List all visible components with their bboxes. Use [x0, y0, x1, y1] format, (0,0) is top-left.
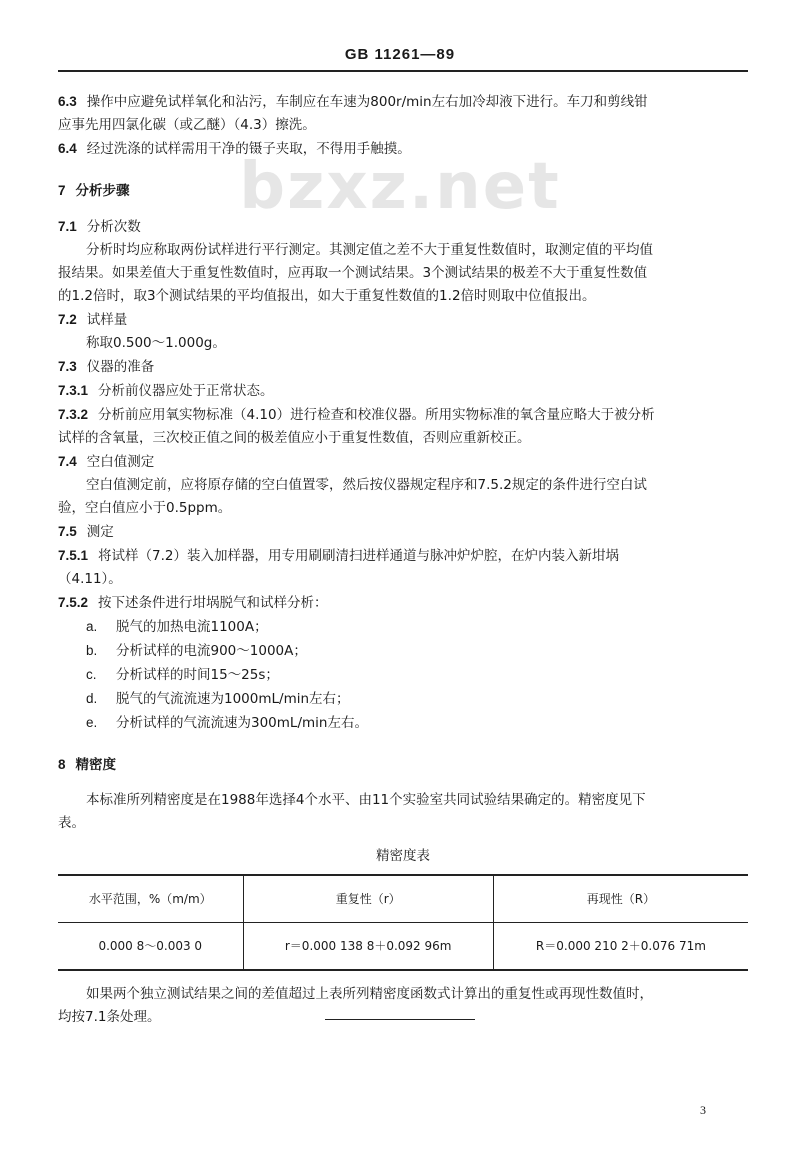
list-item: [58, 663, 748, 687]
list-item-label: c.: [86, 667, 97, 682]
clause-text: 分析前仪器应处于正常状态。: [98, 383, 274, 399]
clause-number: 7.1: [58, 219, 77, 234]
section-8-heading: [58, 753, 748, 777]
clause-6-4: [58, 137, 748, 161]
clause-title: 空白值测定: [86, 454, 155, 470]
section-title: 精密度: [75, 757, 117, 773]
clause-text: 操作中应避免试样氧化和沾污，车制应在车速为800r/min左右加冷却液下进行。车刀和剪线钳: [86, 94, 648, 110]
table-cell: 0.000 8～0.003 0: [58, 923, 243, 971]
list-item-text: 分析试样的气流流速为300mL/min左右。: [116, 715, 368, 731]
clause-text-cont: 报结果。如果差值大于重复性数值时，应再取一个测试结果。3个测试结果的极差不大于重复性数值: [58, 265, 648, 281]
table-header-repeatability: 重复性（r）: [243, 875, 493, 923]
clause-text: 本标准所列精密度是在1988年选择4个水平、由11个实验室共同试验结果确定的。精密度见下: [86, 792, 646, 808]
clause-7-4-heading: [58, 450, 748, 474]
clause-7-5-heading: [58, 520, 748, 544]
clause-7-3-1: [58, 379, 748, 403]
clause-title: 测定: [86, 524, 114, 540]
clause-6-3: [58, 90, 748, 114]
clause-title: 试样量: [86, 312, 128, 328]
table-cell: r＝0.000 138 8＋0.092 96m: [243, 923, 493, 971]
clause-text-cont: 验，空白值应小于0.5ppm。: [58, 500, 232, 516]
list-item: [58, 615, 748, 639]
clause-7-3-2: [58, 403, 748, 427]
list-item: [58, 687, 748, 711]
clause-7-3-heading: [58, 355, 748, 379]
precision-table: [58, 874, 748, 971]
clause-number: 7.3.2: [58, 407, 89, 422]
clause-number: 7.5.2: [58, 595, 89, 610]
watermark: bzxz.net: [239, 150, 561, 224]
clause-text-cont: 的1.2倍时，取3个测试结果的平均值报出，如大于重复性数值的1.2倍时则取中位值报出。: [58, 288, 596, 304]
clause-number: 7.3.1: [58, 383, 89, 398]
clause-title: 分析次数: [86, 219, 141, 235]
clause-text: 分析时均应称取两份试样进行平行测定。其测定值之差不大于重复性数值时，取测定值的平均值: [86, 242, 653, 258]
clause-7-2-heading: [58, 308, 748, 332]
list-item-text: 脱气的加热电流1100A；: [116, 619, 268, 635]
clause-text-cont: 表。: [58, 815, 85, 831]
closing-text-cont: 均按7.1条处理。: [58, 1009, 161, 1025]
clause-number: 7.3: [58, 359, 77, 374]
clause-number: 7.5: [58, 524, 77, 539]
clause-number: 7.2: [58, 312, 77, 327]
section-number: 8: [58, 757, 66, 772]
clause-text: 空白值测定前，应将原存储的空白值置零，然后按仪器规定程序和7.5.2规定的条件进行空白试: [86, 477, 647, 493]
clause-7-1-heading: [58, 215, 748, 239]
closing-text: 如果两个独立测试结果之间的差值超过上表所列精密度函数式计算出的重复性或再现性数值时，: [86, 986, 653, 1002]
header-rule: [58, 70, 748, 72]
table-cell: R＝0.000 210 2＋0.076 71m: [493, 923, 748, 971]
clause-text: 按下述条件进行坩埚脱气和试样分析：: [98, 595, 328, 611]
document-body: [58, 90, 748, 1029]
clause-number: 7.4: [58, 454, 77, 469]
list-item: [58, 639, 748, 663]
list-item-label: a.: [86, 619, 98, 634]
end-rule: [325, 1019, 475, 1020]
table-row: [58, 923, 748, 971]
section-number: 7: [58, 183, 66, 198]
section-7-heading: [58, 179, 748, 203]
clause-text-cont: 应事先用四氯化碳（或乙醚）（4.3）擦洗。: [58, 117, 316, 133]
table-header-reproducibility: 再现性（R）: [493, 875, 748, 923]
clause-text: 经过洗涤的试样需用干净的镊子夹取，不得用手触摸。: [86, 141, 411, 157]
list-item-label: e.: [86, 715, 98, 730]
list-item-text: 分析试样的时间15～25s；: [116, 667, 279, 683]
clause-text-cont: 试样的含氧量，三次校正值之间的极差值应小于重复性数值，否则应重新校正。: [58, 430, 531, 446]
table-caption: 精密度表: [376, 848, 430, 864]
table-header-level-range: 水平范围，%（m/m）: [58, 875, 243, 923]
page-number: 3: [700, 1103, 706, 1117]
section-title: 分析步骤: [75, 183, 130, 199]
list-item: [58, 711, 748, 735]
clause-number: 6.4: [58, 141, 77, 156]
clause-7-5-1: [58, 544, 748, 568]
clause-text: 分析前应用氧实物标准（4.10）进行检查和校准仪器。所用实物标准的氧含量应略大于被分析: [98, 407, 655, 423]
list-item-label: d.: [86, 691, 98, 706]
clause-7-5-2: [58, 591, 748, 615]
list-item-text: 分析试样的电流900～1000A；: [116, 643, 307, 659]
list-item-text: 脱气的气流流速为1000mL/min左右；: [116, 691, 350, 707]
standard-code-header: GB 11261—89: [344, 46, 456, 63]
clause-text: 称取0.500～1.000g。: [86, 335, 226, 351]
clause-number: 7.5.1: [58, 548, 89, 563]
list-item-label: b.: [86, 643, 98, 658]
clause-text: 将试样（7.2）装入加样器，用专用刷刷清扫进样通道与脉冲炉炉腔，在炉内装入新坩埚: [98, 548, 619, 564]
clause-text-cont: （4.11）。: [58, 571, 122, 587]
clause-number: 6.3: [58, 94, 77, 109]
clause-title: 仪器的准备: [86, 359, 155, 375]
